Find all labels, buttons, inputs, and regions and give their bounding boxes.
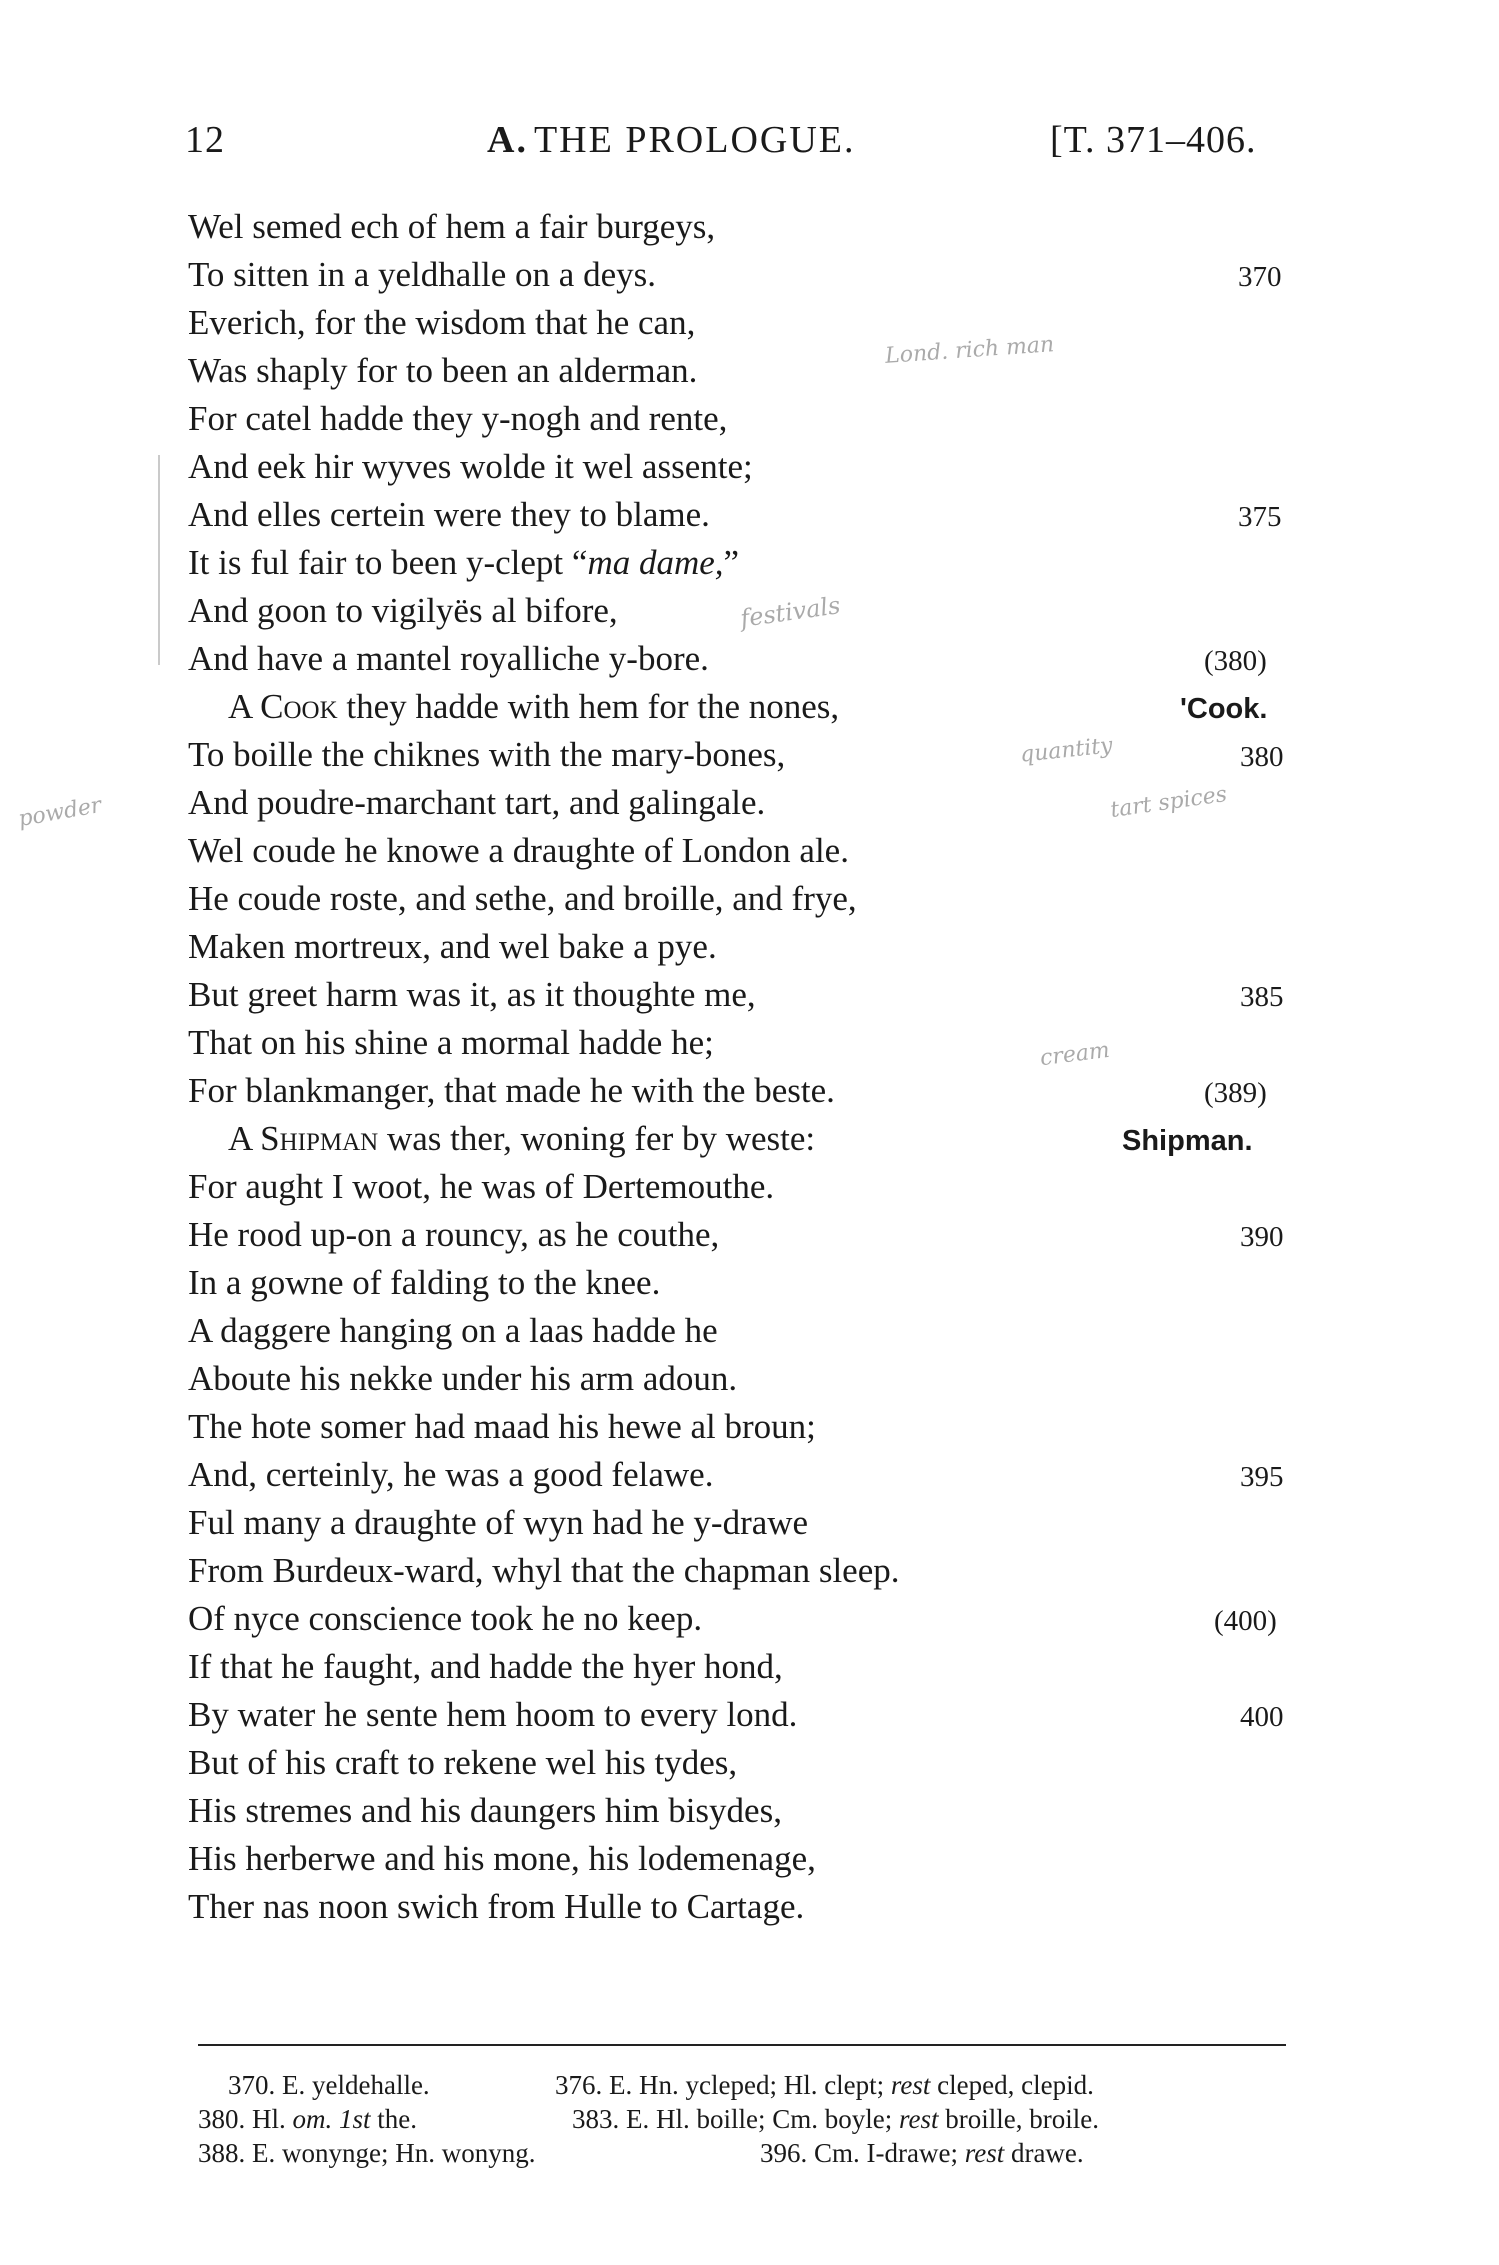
handwritten-note: powder xyxy=(16,792,104,833)
section-letter: A. xyxy=(487,119,528,161)
verse-line: In a gowne of falding to the knee. xyxy=(188,1263,661,1302)
footnote xyxy=(198,2106,417,2133)
verse-line: But of his craft to rekene wel his tydes, xyxy=(188,1743,738,1782)
verse-line: To boille the chiknes with the mary-bones, xyxy=(188,735,786,774)
verse-line: Maken mortreux, and wel bake a pye. xyxy=(188,927,717,966)
footnote-text: 396. Cm. I-drawe; xyxy=(760,2138,965,2168)
side-note-cook: 'Cook. xyxy=(1180,693,1268,725)
footnote: 388. E. wonynge; Hn. wonyng. xyxy=(198,2138,536,2168)
line-number: 390 xyxy=(1240,1221,1284,1253)
verse-line: Everich, for the wisdom that he can, xyxy=(188,303,696,342)
line-number: (380) xyxy=(1204,645,1267,677)
verse-line: For blankmanger, that made he with the beste. xyxy=(188,1071,835,1110)
handwritten-note: quantity xyxy=(1018,733,1114,768)
verse-line: Of nyce conscience took he no keep. xyxy=(188,1599,703,1638)
verse-line: And eek hir wyves wolde it wel assente; xyxy=(188,447,753,486)
handwritten-note: festivals xyxy=(738,591,843,633)
footnote-italic: rest xyxy=(890,2070,931,2100)
verse-line: Wel semed ech of hem a fair burgeys, xyxy=(188,207,716,246)
verse-line: Aboute his nekke under his arm adoun. xyxy=(188,1359,738,1398)
footnote-rule xyxy=(198,2044,1286,2046)
line-number: (389) xyxy=(1204,1077,1267,1109)
footnote xyxy=(572,2106,1099,2133)
verse-line: He coude roste, and sethe, and broille, and frye, xyxy=(188,879,857,918)
footnote-text: 380. Hl. xyxy=(198,2104,293,2134)
verse-line: His stremes and his daungers him bisydes, xyxy=(188,1791,782,1830)
line-number: 375 xyxy=(1238,501,1282,533)
verse-line xyxy=(188,545,739,580)
verse-line: And, certeinly, he was a good felawe. xyxy=(188,1455,714,1494)
footnote-text: cleped, clepid. xyxy=(930,2070,1094,2100)
verse-line: If that he faught, and hadde the hyer hond, xyxy=(188,1647,783,1686)
page-title xyxy=(487,118,856,162)
verse-line: And elles certein were they to blame. xyxy=(188,495,710,534)
line-range: [T. 371–406. xyxy=(1050,119,1257,161)
verse-line: From Burdeux-ward, whyl that the chapman sleep. xyxy=(188,1551,900,1590)
footnote xyxy=(760,2140,1084,2167)
verse-text: was ther, woning fer by weste: xyxy=(378,1119,816,1158)
line-number: 400 xyxy=(1240,1701,1284,1733)
verse-line: And poudre-marchant tart, and galingale. xyxy=(188,783,766,822)
verse-smallcaps: Shipman xyxy=(260,1119,379,1158)
verse-line: For catel hadde they y-nogh and rente, xyxy=(188,399,728,438)
handwritten-note: tart spices xyxy=(1108,781,1229,824)
footnote-italic: om. 1st xyxy=(292,2104,371,2134)
verse-line: He rood up-on a rouncy, as he couthe, xyxy=(188,1215,720,1254)
footnote-text: 376. E. Hn. ycleped; Hl. clept; xyxy=(555,2070,891,2100)
verse-text: ” xyxy=(723,543,740,582)
verse-text: A xyxy=(228,687,261,726)
verse-text: A xyxy=(228,1119,261,1158)
verse-line: But greet harm was it, as it thoughte me, xyxy=(188,975,756,1014)
verse-line: And have a mantel royalliche y-bore. xyxy=(188,639,709,678)
verse-line xyxy=(228,1121,815,1156)
line-number: 385 xyxy=(1240,981,1284,1013)
verse-line: His herberwe and his mone, his lodemenage, xyxy=(188,1839,816,1878)
verse-line: Ful many a draughte of wyn had he y-drawe xyxy=(188,1503,809,1542)
page-number: 12 xyxy=(185,119,225,161)
verse-line: To sitten in a yeldhalle on a deys. xyxy=(188,255,656,294)
verse-line: A daggere hanging on a laas hadde he xyxy=(188,1311,718,1350)
footnote-text: broille, broile. xyxy=(938,2104,1099,2134)
pencil-margin-bar xyxy=(158,455,160,665)
line-number: 370 xyxy=(1238,261,1282,293)
verse-text: It is ful fair to been y-clept “ xyxy=(188,543,588,582)
line-number: 380 xyxy=(1240,741,1284,773)
side-note-shipman: Shipman. xyxy=(1122,1125,1253,1157)
verse-smallcaps: Cook xyxy=(260,687,338,726)
verse-line xyxy=(228,689,839,724)
verse-line: Was shaply for to been an alderman. xyxy=(188,351,698,390)
footnote-text: the. xyxy=(370,2104,418,2134)
footnote-italic: rest xyxy=(898,2104,939,2134)
verse-line: That on his shine a mormal hadde he; xyxy=(188,1023,714,1062)
verse-line: And goon to vigilyës al bifore, xyxy=(188,591,618,630)
verse-text: they hadde with hem for the nones, xyxy=(337,687,840,726)
footnote xyxy=(555,2072,1094,2099)
verse-italic: ma dame, xyxy=(587,543,724,582)
title-text: THE PROLOGUE. xyxy=(533,119,856,161)
line-number: 395 xyxy=(1240,1461,1284,1493)
footnote-text: drawe. xyxy=(1004,2138,1084,2168)
line-number: (400) xyxy=(1214,1605,1277,1637)
verse-line: Ther nas noon swich from Hulle to Cartage. xyxy=(188,1887,805,1926)
verse-line: For aught I woot, he was of Dertemouthe. xyxy=(188,1167,775,1206)
footnote: 370. E. yeldehalle. xyxy=(228,2070,430,2100)
handwritten-note: Lond. rich man xyxy=(884,332,1055,369)
handwritten-note: cream xyxy=(1038,1037,1112,1072)
footnote-italic: rest xyxy=(964,2138,1005,2168)
verse-line: Wel coude he knowe a draughte of London ale. xyxy=(188,831,849,870)
verse-line: By water he sente hem hoom to every lond. xyxy=(188,1695,798,1734)
verse-line: The hote somer had maad his hewe al broun; xyxy=(188,1407,816,1446)
footnote-text: 383. E. Hl. boille; Cm. boyle; xyxy=(572,2104,899,2134)
